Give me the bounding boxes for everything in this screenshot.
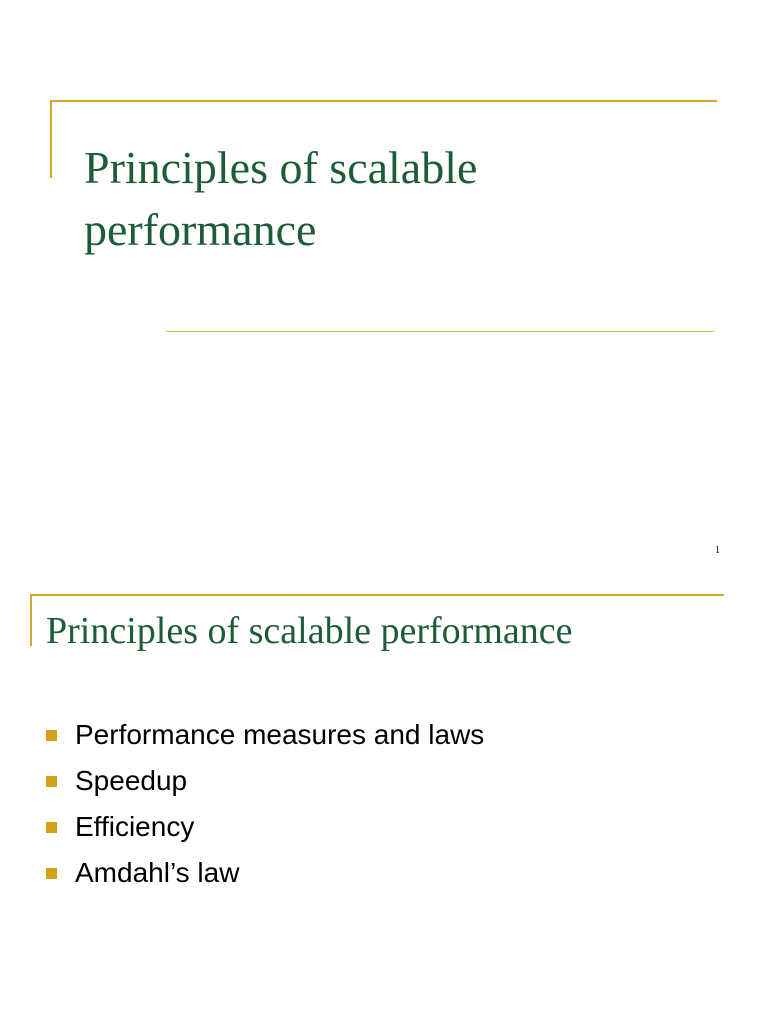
- bullet-text: Efficiency: [75, 811, 195, 842]
- title-slide-bottom-rule: [166, 331, 714, 332]
- title-slide-heading-line-1: Principles of scalable: [84, 142, 478, 193]
- bullet-text: Amdahl’s law: [75, 857, 240, 888]
- square-bullet-icon: [46, 776, 57, 787]
- content-slide-left-rule: [30, 594, 32, 646]
- content-slide: [0, 580, 768, 1024]
- square-bullet-icon: [46, 730, 57, 741]
- list-item: [46, 758, 484, 804]
- bullet-text: Speedup: [75, 765, 188, 796]
- list-item: [46, 850, 484, 896]
- page-number: 1: [715, 545, 720, 556]
- content-slide-heading: Principles of scalable performance: [46, 610, 573, 652]
- square-bullet-icon: [46, 822, 57, 833]
- bullet-text: Performance measures and laws: [75, 719, 485, 750]
- square-bullet-icon: [46, 868, 57, 879]
- title-slide-left-rule: [50, 100, 52, 178]
- bullet-list: [46, 712, 484, 896]
- list-item: [46, 804, 484, 850]
- title-slide-heading-line-2: performance: [84, 204, 317, 255]
- content-slide-top-rule: [30, 594, 724, 596]
- title-slide-heading: [84, 137, 704, 261]
- list-item: [46, 712, 484, 758]
- title-slide-top-rule: [50, 100, 717, 102]
